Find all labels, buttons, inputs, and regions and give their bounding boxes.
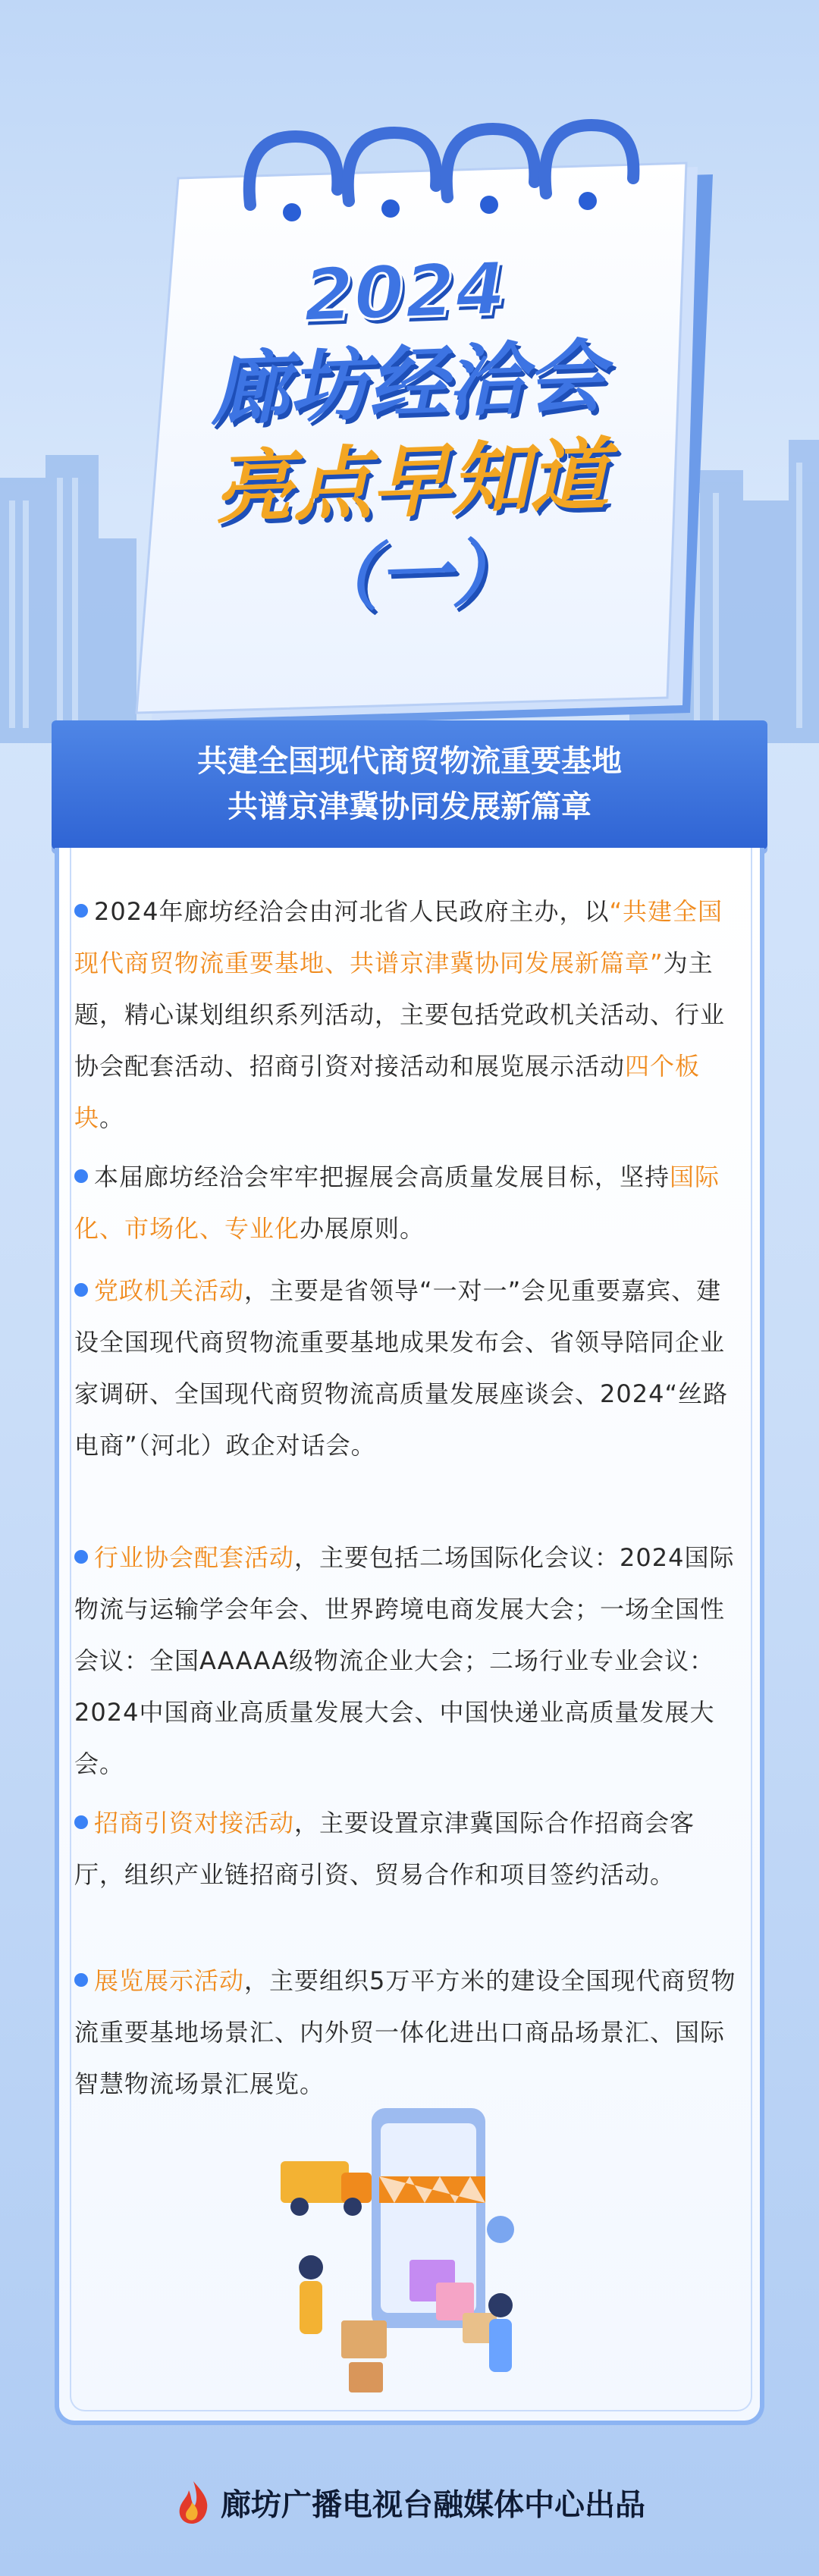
- poster-title-line2: 亮点早知道: [212, 428, 610, 535]
- p3-text: ，主要是省领导“一对一”会见重要嘉宾、建设全国现代商贸物流重要基地成果发布会、省领导陪同企业家调研、全国现代商贸物流高质量发展座谈会、2024“丝路电商”（河北）政企对话会。: [74, 1276, 729, 1460]
- paragraph-intro: [74, 886, 742, 1144]
- p3-highlight: 党政机关活动: [94, 1276, 245, 1305]
- p4-highlight: 行业协会配套活动: [94, 1543, 295, 1572]
- p4-text: ，主要包括二场国际化会议：2024国际物流与运输学会年会、世界跨境电商发展大会；一场全国性会议：全国AAAAA级物流企业大会；二场行业专业会议：2024中国商业高质量发展大会、中国快递业高质量发展大会。: [74, 1543, 735, 1778]
- p1-highlight: “共建全国现代商贸物流重要基地、共谱京津冀协同发展新篇章”: [74, 897, 723, 977]
- bullet-dot-icon: [74, 1815, 88, 1829]
- p1-highlight-2: 四个板块: [74, 1052, 701, 1132]
- bullet-dot-icon: [74, 1169, 88, 1183]
- p6-highlight: 展览展示活动: [94, 1966, 245, 1995]
- theme-banner: [52, 720, 767, 849]
- p1-text-c: 。: [99, 1103, 125, 1132]
- paragraph-party-activities: [74, 1265, 742, 1471]
- p2-text-a: 本届廊坊经洽会牢牢把握展会高质量发展目标，坚持: [94, 1162, 670, 1191]
- p1-text-b: 为主题，精心谋划组织系列活动，主要包括党政机关活动、行业协会配套活动、招商引资对接活动和展览展示活动: [74, 949, 726, 1081]
- p5-highlight: 招商引资对接活动: [94, 1809, 295, 1837]
- bullet-dot-icon: [74, 1973, 88, 1987]
- theme-line-1: 共建全国现代商贸物流重要基地: [197, 744, 622, 779]
- bullet-dot-icon: [74, 904, 88, 918]
- p1-text-a: 2024年廊坊经洽会由河北省人民政府主办，以: [94, 897, 610, 926]
- p5-text: ，主要设置京津冀国际合作招商会客厅，组织产业链招商引资、贸易合作和项目签约活动。: [74, 1809, 695, 1889]
- poster-title-line1: 廊坊经洽会: [209, 330, 607, 437]
- paragraph-investment-activities: [74, 1797, 742, 1900]
- poster-title-line3: （一）: [303, 529, 526, 623]
- p2-text-b: 办展原则。: [300, 1214, 425, 1243]
- logistics-shop-illustration: [265, 2093, 554, 2411]
- p6-text: ，主要组织5万平方米的建设全国现代商贸物流重要基地场景汇、内外贸一体化进出口商品场景汇、国际智慧物流场景汇展览。: [74, 1966, 736, 2098]
- poster-year: 2024: [301, 246, 507, 338]
- footer-credit: [0, 2480, 819, 2525]
- theme-line-2: 共谱京津冀协同发展新篇章: [228, 789, 592, 824]
- flame-logo-icon: [174, 2480, 213, 2525]
- poster-title-group: [130, 241, 689, 632]
- bullet-dot-icon: [74, 1550, 88, 1564]
- footer-text: 廊坊广播电视台融媒体中心出品: [221, 2487, 645, 2523]
- p2-highlight: 国际化、市场化、专业化: [74, 1162, 720, 1243]
- paragraph-exhibition-activities: [74, 1955, 742, 2110]
- paragraph-principles: [74, 1151, 742, 1254]
- paragraph-association-activities: [74, 1532, 742, 1790]
- bullet-dot-icon: [74, 1283, 88, 1297]
